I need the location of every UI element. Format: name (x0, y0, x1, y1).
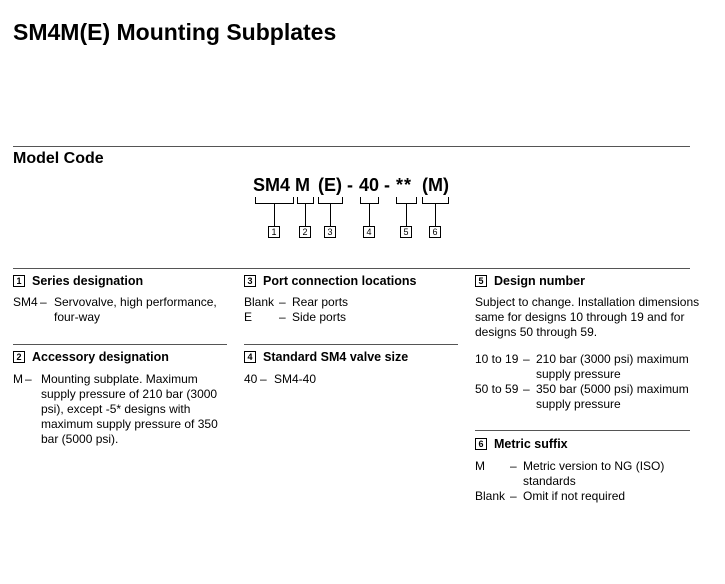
code-number-box-5: 5 (400, 226, 412, 238)
section-4-number: 4 (244, 351, 256, 363)
code-metric: (M) (422, 175, 449, 195)
section-1-title: Series designation (32, 274, 144, 288)
code-dash-2: - (384, 175, 390, 195)
section-6-title: Metric suffix (494, 437, 568, 451)
section-5-term: 50 to 59 (475, 382, 519, 396)
section-6-number: 6 (475, 438, 487, 450)
section-4-rule (244, 344, 458, 345)
section-6-dash: – (510, 489, 517, 503)
section-5-title: Design number (494, 274, 585, 288)
section-5-heading (475, 274, 585, 288)
section-5-dash: – (523, 382, 530, 396)
model-code-heading: Model Code (13, 150, 104, 167)
page-title: SM4M(E) Mounting Subplates (13, 19, 337, 45)
section-6-desc: Omit if not required (523, 489, 626, 503)
section-2-term: M (13, 372, 23, 386)
code-m: M (295, 175, 310, 195)
section-3-dash: – (279, 295, 286, 309)
code-number-box-1: 1 (268, 226, 280, 238)
section-2-entry (13, 372, 233, 447)
section-4-title: Standard SM4 valve size (263, 350, 409, 364)
bracket-1 (256, 197, 294, 226)
code-size: 40 (359, 175, 380, 195)
code-number-box-6: 6 (429, 226, 441, 238)
section-2-number: 2 (13, 351, 25, 363)
section-3-desc: Side ports (292, 310, 347, 324)
section-4-entry (244, 372, 316, 387)
section-1-desc: Servovalve, high performance, four-way (54, 295, 217, 324)
section-4-dash: – (260, 372, 267, 386)
section-5-row (475, 382, 705, 412)
section-6-dash: – (510, 459, 517, 473)
section-6-term: Blank (475, 489, 506, 503)
section-5-desc: 210 bar (3000 psi) maximum supply pressure (536, 352, 689, 381)
section-6-row (475, 489, 705, 504)
section-5-number: 5 (475, 275, 487, 287)
code-sm4: SM4 (253, 175, 291, 195)
code-number-box-2: 2 (299, 226, 311, 238)
section-6-row (475, 459, 705, 489)
section-2-heading (13, 350, 169, 364)
section-6-heading (475, 437, 568, 451)
section-1-dash: – (40, 295, 47, 309)
code-number-box-4: 4 (363, 226, 375, 238)
code-stars: ** (396, 175, 413, 195)
bracket-2 (298, 197, 314, 226)
section-6-desc: Metric version to NG (ISO) standards (523, 459, 665, 488)
section-3-term: E (244, 310, 253, 324)
section-1-number: 1 (13, 275, 25, 287)
bracket-4 (361, 197, 379, 226)
section-4-desc: SM4-40 (274, 372, 317, 386)
section-3-row (244, 295, 348, 310)
section-6-term: M (475, 459, 485, 473)
section-2-desc: Mounting subplate. Maximum supply pressure of 210 bar (3000 psi), except -5* designs with maximum supply pressure of 350 bar (5000 psi). (41, 372, 218, 446)
section-2-title: Accessory designation (32, 350, 169, 364)
section-4-term: 40 (244, 372, 258, 386)
section-2-rule (13, 344, 227, 345)
section-3-term: Blank (244, 295, 275, 309)
bracket-6 (423, 197, 449, 226)
code-dash-1: - (347, 175, 353, 195)
section-6-rule (475, 430, 690, 431)
section-3-dash: – (279, 310, 286, 324)
section-1-heading (13, 274, 143, 288)
definitions-rule (13, 268, 690, 269)
section-1-term: SM4 (13, 295, 38, 309)
section-3-desc: Rear ports (292, 295, 349, 309)
section-5-row (475, 352, 705, 382)
section-3-number: 3 (244, 275, 256, 287)
model-code-brackets (0, 0, 725, 240)
section-5-intro: Subject to change. Installation dimensions same for designs 10 through 19 and for designs 50 through 59. (475, 295, 700, 339)
bracket-3 (319, 197, 343, 226)
section-5-dash: – (523, 352, 530, 366)
section-1-entry (13, 295, 233, 325)
section-3-heading (244, 274, 417, 288)
bracket-5 (397, 197, 417, 226)
code-e: (E) (318, 175, 342, 195)
section-3-title: Port connection locations (263, 274, 417, 288)
section-5-term: 10 to 19 (475, 352, 519, 366)
code-number-box-3: 3 (324, 226, 336, 238)
section-4-heading (244, 350, 408, 364)
section-3-row (244, 310, 346, 325)
section-5-desc: 350 bar (5000 psi) maximum supply pressure (536, 382, 689, 411)
section-2-dash: – (25, 372, 32, 386)
